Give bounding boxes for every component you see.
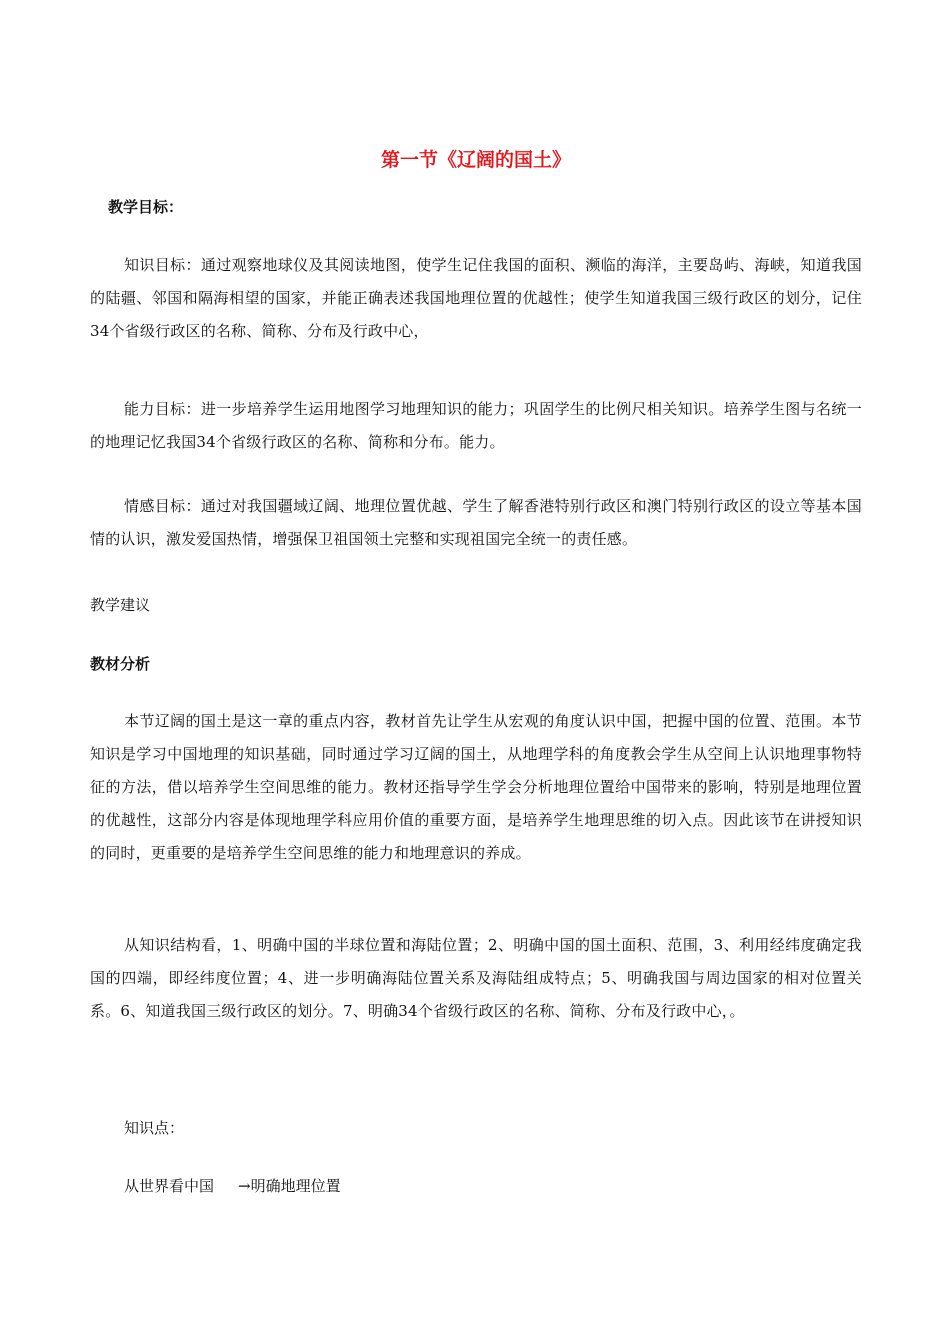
teaching-suggestions-heading: 教学建议 (90, 596, 151, 614)
knowledge-point-topic: 从世界看中国 (124, 1177, 215, 1195)
material-analysis-heading: 教材分析 (90, 655, 151, 673)
objectives-heading: 教学目标： (108, 198, 184, 216)
material-analysis-paragraph: 本节辽阔的国土是这一章的重点内容，教材首先让学生从宏观的角度认识中国，把握中国的位置、范围。本节知识是学习中国地理的知识基础，同时通过学习辽阔的国土，从地理学科的角度教会学生从空间上认识地理事物特征的方法，借以培养学生空间思维的能力。教材还指导学生学会分析地理位置给中国带来的影响，特别是地理位置的优越性，这部分内容是体现地理学科应用价值的重要方面，是培养学生地理思维的切入点。因此该节在讲授知识的同时，更重要的是培养学生空间思维的能力和地理意识的养成。 (90, 712, 862, 862)
ability-goal-paragraph: 能力目标：进一步培养学生运用地图学习地理知识的能力；巩固学生的比例尺相关知识。培养学生图与名统一的地理记忆我国34个省级行政区的名称、简称和分布。能力。 (90, 400, 862, 451)
document-page (90, 0, 862, 1344)
page-title: 第一节《辽阔的国土》 (380, 149, 571, 171)
knowledge-points-label: 知识点： (124, 1119, 185, 1137)
knowledge-structure-paragraph: 从知识结构看，1、明确中国的半球位置和海陆位置；2、明确中国的国土面积、范围，3、利用经纬度确定我国的四端，即经纬度位置；4、进一步明确海陆位置关系及海陆组成特点；5、明确我国与周边国家的相对位置关系。6、知道我国三级行政区的划分。7、明确34个省级行政区的名称、简称、分布及行政中心，。 (90, 936, 862, 1020)
knowledge-goal-paragraph: 知识目标：通过观察地球仪及其阅读地图，使学生记住我国的面积、濒临的海洋，主要岛屿、海峡，知道我国的陆疆、邻国和隔海相望的国家，并能正确表述我国地理位置的优越性；使学生知道我国三级行政区的划分，记住34个省级行政区的名称、简称、分布及行政中心， (90, 256, 862, 340)
knowledge-point-goal: →明确地理位置 (238, 1177, 341, 1195)
emotion-goal-paragraph: 情感目标：通过对我国疆域辽阔、地理位置优越、学生了解香港特别行政区和澳门特别行政区的设立等基本国情的认识，激发爱国热情，增强保卫祖国领土完整和实现祖国完全统一的责任感。 (90, 497, 862, 548)
knowledge-point-item (124, 1175, 341, 1197)
